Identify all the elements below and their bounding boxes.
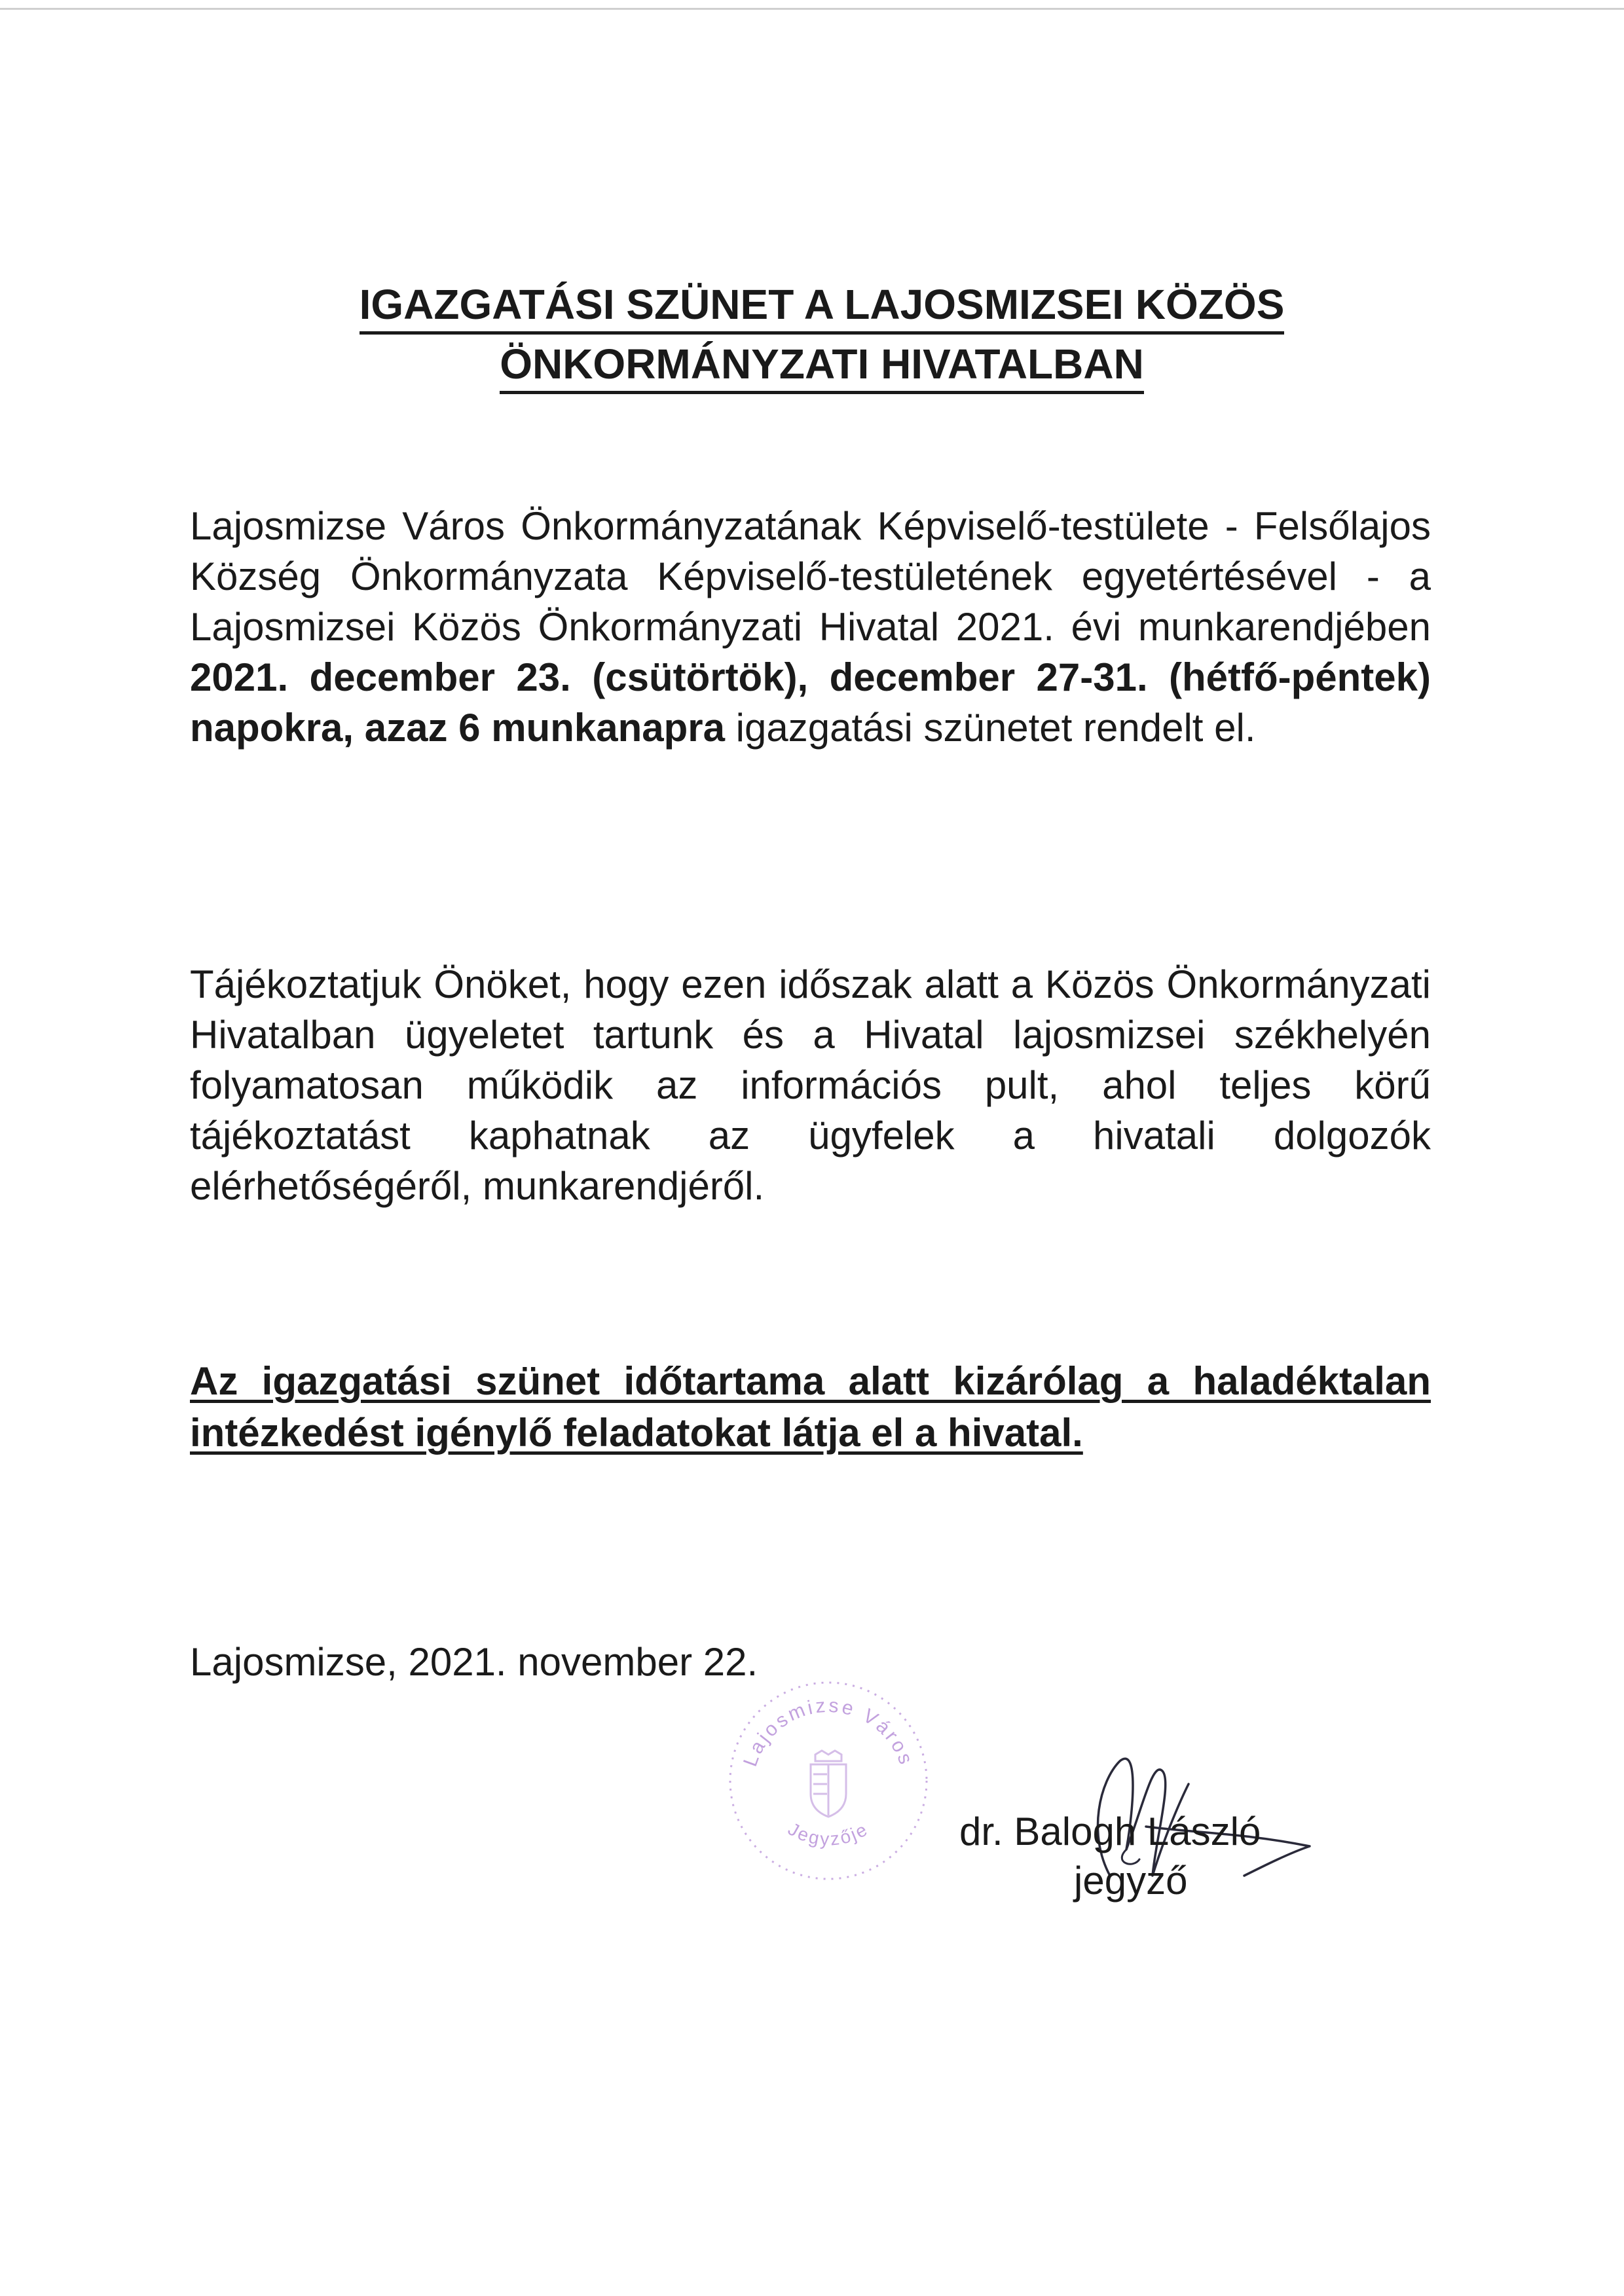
paragraph-announcement-dates: 2021. december 23. (csütörtök), december 27-31. (hétfő-péntek) napokra, azaz 6 munkanapra [190, 655, 1431, 750]
place-and-date: Lajosmizse, 2021. november 22. [190, 1640, 758, 1684]
title-line-1: IGAZGATÁSI SZÜNET A LAJOSMIZSEI KÖZÖS [360, 279, 1285, 335]
signer-block [959, 1807, 1352, 1905]
stamp-bottom-text: Jegyzője [784, 1818, 872, 1850]
official-stamp [724, 1676, 933, 1886]
coat-of-arms-icon [811, 1751, 846, 1817]
signer-role: jegyző [1074, 1859, 1188, 1903]
paragraph-announcement [190, 501, 1431, 753]
title-line-2: ÖNKORMÁNYZATI HIVATALBAN [500, 338, 1144, 394]
paragraph-emphasis: Az igazgatási szünet időtartama alatt kizárólag a haladéktalan intézkedést igénylő feladatokat látja el a hivatal. [190, 1359, 1431, 1455]
scan-edge-line [0, 8, 1624, 10]
paragraph-announcement-intro: Lajosmizse Város Önkormányzatának Képviselő-testülete - Felsőlajos Község Önkormányzata Képviselő-testületének egyetértésével - a Lajosmizsei Közös Önkormányzati Hivatal 2021. évi munkarendjében [190, 504, 1431, 649]
paragraph-announcement-outro: igazgatási szünetet rendelt el. [724, 706, 1256, 750]
signer-name: dr. Balogh László [959, 1810, 1261, 1853]
document-title [183, 275, 1460, 394]
stamp-top-text: Lajosmizse Város [739, 1694, 917, 1770]
paragraph-information: Tájékoztatjuk Önöket, hogy ezen időszak alatt a Közös Önkormányzati Hivatalban ügyeletet tartunk és a Hivatal lajosmizsei székhelyén folyamatosan működik az információs pult, ahol teljes körű tájékoztatást kaphatnak az ügyfelek a hivatali dolgozók elérhetőségéről, munkarendjéről. [190, 962, 1431, 1208]
